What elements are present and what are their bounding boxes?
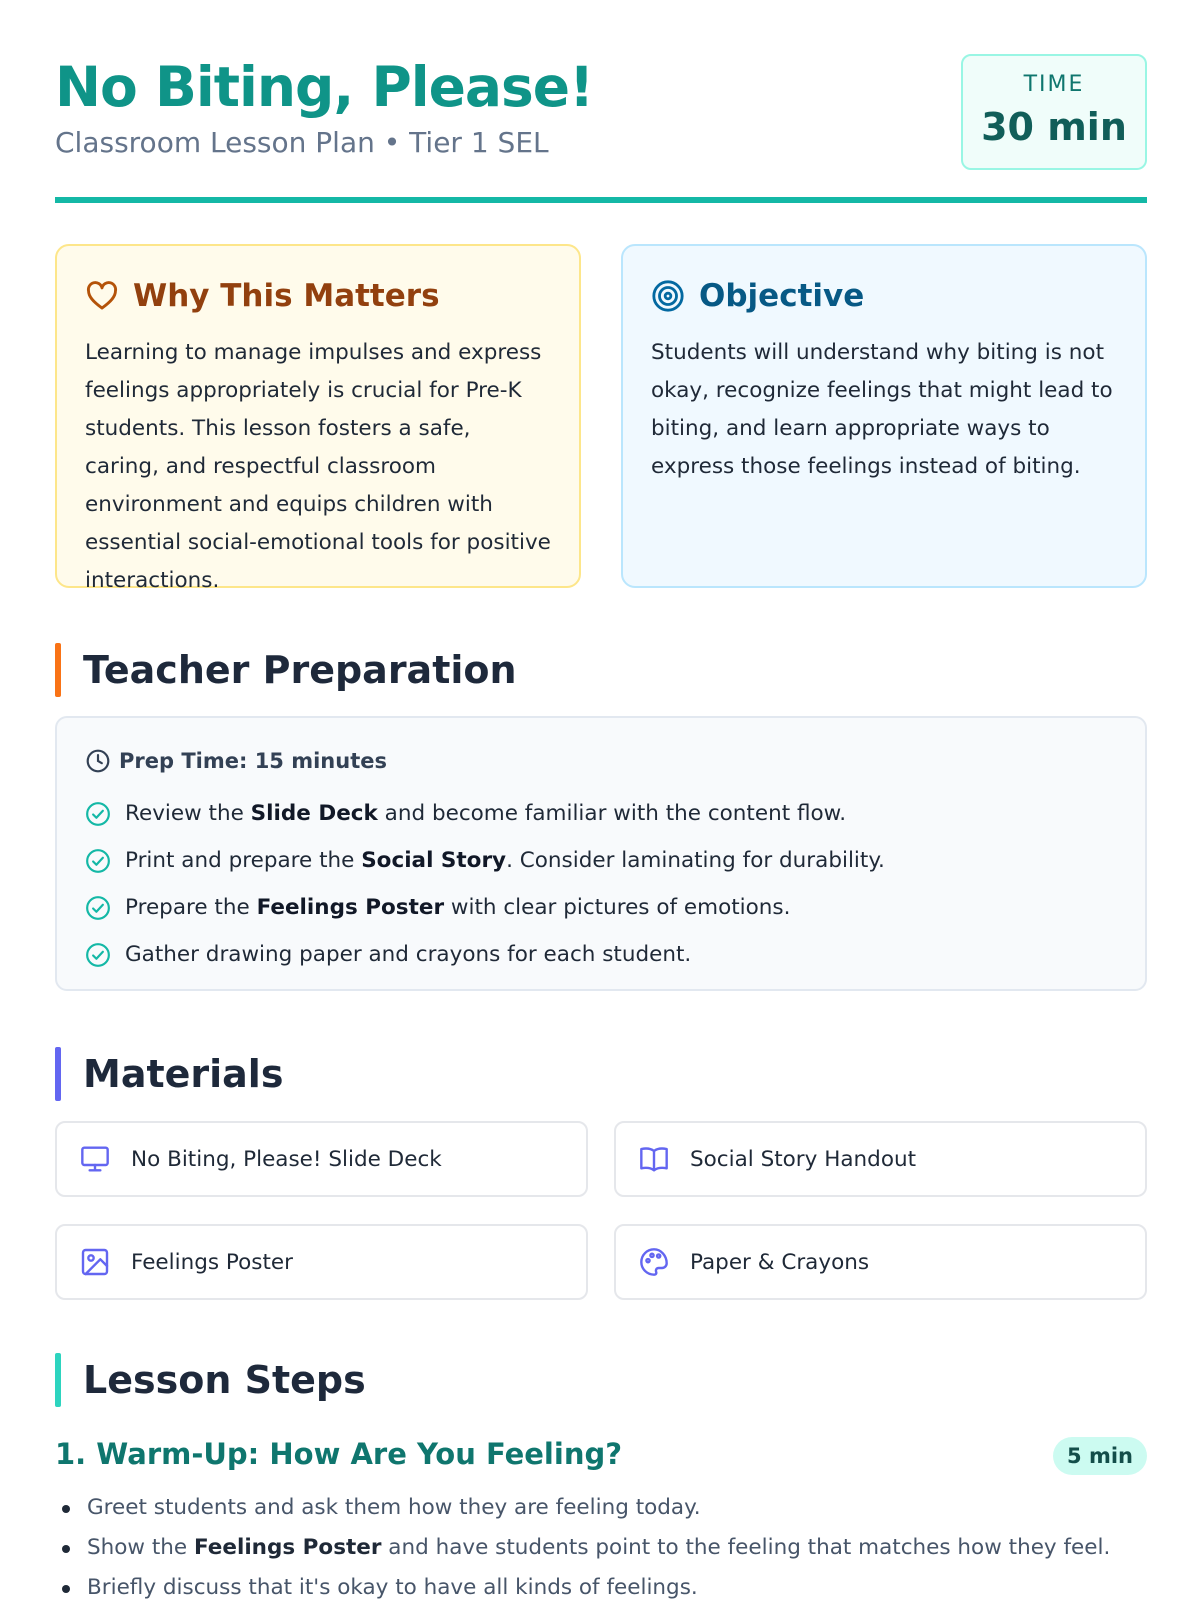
book-icon — [638, 1143, 670, 1175]
prep-section-heading — [55, 643, 517, 697]
step-1-list — [55, 1488, 1147, 1600]
prep-item — [85, 837, 1117, 884]
prep-time — [85, 744, 1117, 778]
image-icon — [79, 1246, 111, 1278]
material-label: Paper & Crayons — [690, 1249, 870, 1275]
objective-card — [621, 244, 1147, 588]
material-social-story — [614, 1121, 1147, 1197]
header-divider — [55, 197, 1147, 203]
monitor-icon — [79, 1143, 111, 1175]
step-1-header — [55, 1433, 1147, 1479]
prep-panel — [55, 716, 1147, 991]
target-icon — [651, 279, 685, 313]
palette-icon — [638, 1246, 670, 1278]
prep-title: Teacher Preparation — [83, 648, 517, 692]
why-card — [55, 244, 581, 593]
check-circle-icon — [85, 895, 111, 921]
material-label: Feelings Poster — [131, 1249, 293, 1275]
step-bullet: Show the Feelings Poster and have students point to the feeling that matches how they feel. — [55, 1528, 1147, 1568]
check-circle-icon — [85, 848, 111, 874]
time-value: 30 min — [981, 105, 1127, 149]
prep-item — [85, 931, 1117, 978]
steps-section-heading — [55, 1353, 366, 1407]
steps-title: Lesson Steps — [83, 1358, 366, 1402]
materials-section-heading — [55, 1047, 283, 1101]
page-title: No Biting, Please! — [55, 55, 594, 119]
step-1-title: 1. Warm-Up: How Are You Feeling? — [55, 1437, 623, 1471]
objective-body: Students will understand why biting is not okay, recognize feelings that might lead to biting, and learn appropriate ways to express those feelings instead of biting. — [651, 340, 1113, 479]
heart-icon — [85, 279, 119, 313]
intro-cards — [55, 244, 1147, 593]
lesson-header — [55, 0, 1147, 205]
prep-accent-bar — [55, 643, 61, 697]
prep-item-text: Prepare the Feelings Poster with clear pictures of emotions. — [125, 895, 791, 920]
clock-icon — [85, 748, 111, 774]
prep-item-text: Print and prepare the Social Story. Consider laminating for durability. — [125, 848, 885, 873]
step-bullet: Briefly discuss that it's okay to have all kinds of feelings. — [55, 1568, 1147, 1600]
materials-title: Materials — [83, 1052, 284, 1096]
why-title: Why This Matters — [133, 278, 440, 314]
check-circle-icon — [85, 942, 111, 968]
steps-accent-bar — [55, 1353, 61, 1407]
prep-item-text: Review the Slide Deck and become familiar with the content flow. — [125, 801, 847, 826]
material-slide-deck — [55, 1121, 588, 1197]
prep-time-label: Prep Time: 15 minutes — [119, 749, 387, 773]
check-circle-icon — [85, 801, 111, 827]
prep-checklist — [85, 790, 1117, 978]
step-duration-badge: 5 min — [1053, 1437, 1147, 1475]
material-paper-crayons — [614, 1224, 1147, 1300]
prep-item-text: Gather drawing paper and crayons for each student. — [125, 942, 692, 967]
prep-item — [85, 790, 1117, 837]
step-bullet: Greet students and ask them how they are feeling today. — [55, 1488, 1147, 1528]
why-body: Learning to manage impulses and express feelings appropriately is crucial for Pre-K students. This lesson fosters a safe, caring, and respectful classroom environment and equips children with essential social-emotional tools for positive interactions. — [85, 340, 551, 593]
time-label: TIME — [1023, 72, 1085, 97]
time-badge — [961, 54, 1147, 170]
material-label: No Biting, Please! Slide Deck — [131, 1146, 442, 1172]
materials-accent-bar — [55, 1047, 61, 1101]
objective-title: Objective — [699, 278, 865, 314]
material-label: Social Story Handout — [690, 1146, 917, 1172]
material-feelings-poster — [55, 1224, 588, 1300]
page-subtitle: Classroom Lesson Plan • Tier 1 SEL — [55, 126, 549, 159]
prep-item — [85, 884, 1117, 931]
